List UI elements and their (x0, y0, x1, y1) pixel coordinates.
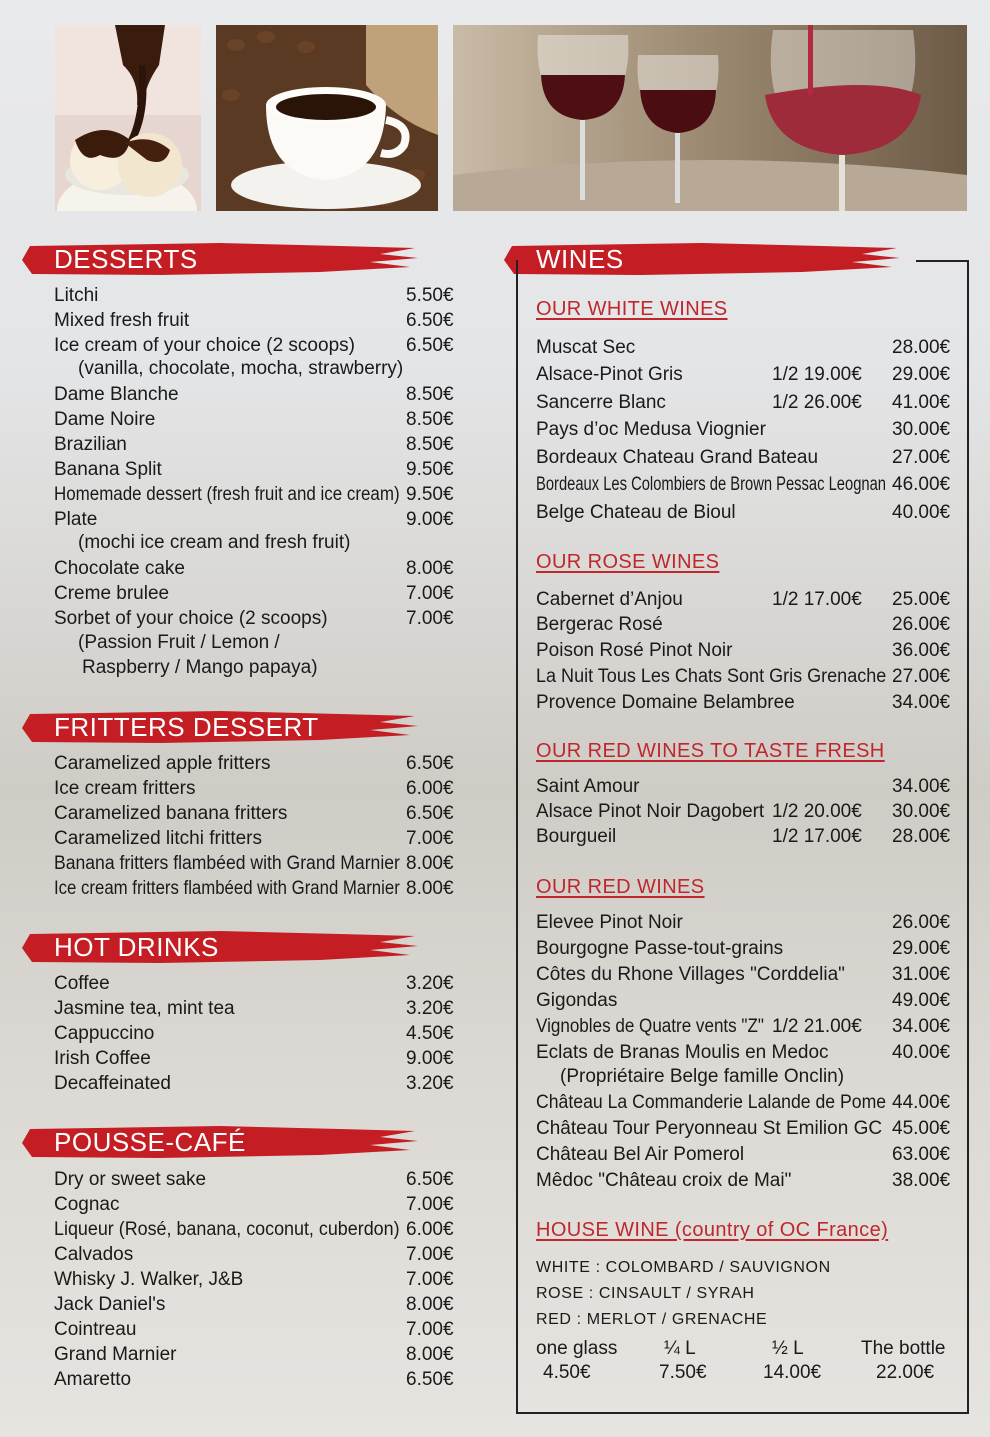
wine-red-name: Bourgogne Passe-tout-grains (536, 938, 784, 959)
pousse-cafe-item-name: Calvados (54, 1244, 134, 1265)
wine-red-name: Château La Commanderie Lalande de Pome (536, 1092, 887, 1113)
fritters-item-price: 6.50€ (406, 753, 454, 774)
wine-white-price: 40.00€ (892, 502, 951, 523)
wine-red-price: 40.00€ (892, 1042, 951, 1063)
house-wine-heading: HOUSE WINE (country of OC France) (536, 1219, 889, 1241)
wine-red-price: 38.00€ (892, 1170, 951, 1191)
wine-red-name: Côtes du Rhone Villages "Corddelia" (536, 964, 845, 985)
wine-rose-price: 34.00€ (892, 692, 951, 713)
wine-red-name: Eclats de Branas Moulis en Medoc (536, 1042, 829, 1063)
desserts-item-price: 6.50€ (406, 310, 454, 331)
wine-red-price: 49.00€ (892, 990, 951, 1011)
desserts-banner (20, 240, 420, 278)
wine-white-price: 27.00€ (892, 447, 951, 468)
wine-red-fresh-half: 1/2 17.00€ (772, 826, 862, 847)
wine-rose-name: La Nuit Tous Les Chats Sont Gris Grenache (536, 666, 887, 687)
bottle-label: The bottle (861, 1338, 946, 1359)
quarter-liter-price: 7.50€ (659, 1362, 707, 1383)
wine-red-name: Mêdoc "Château croix de Mai" (536, 1170, 792, 1191)
hot-drinks-item-price: 3.20€ (406, 973, 454, 994)
desserts-item-name: Dame Noire (54, 409, 156, 430)
wine-white-name: Sancerre Blanc (536, 392, 666, 413)
quarter-liter-label: ¼ L (664, 1338, 696, 1359)
sorbet-flavors-note-1: (Passion Fruit / Lemon / (78, 632, 280, 653)
wine-red-name: Château Tour Peryonneau St Emilion GC (536, 1118, 883, 1139)
hot-drinks-item-name: Jasmine tea, mint tea (54, 998, 235, 1019)
fritters-item-price: 7.00€ (406, 828, 454, 849)
pousse-cafe-banner (20, 1123, 420, 1161)
wine-red-fresh-half: 1/2 20.00€ (772, 801, 862, 822)
fritters-item-name: Ice cream fritters flambéed with Grand Marnier (54, 878, 400, 899)
desserts-item-price: 5.50€ (406, 285, 454, 306)
wine-red-half: 1/2 21.00€ (772, 1016, 862, 1037)
branas-owner-note: (Propriétaire Belge famille Onclin) (560, 1066, 845, 1087)
pousse-cafe-item-price: 7.00€ (406, 1244, 454, 1265)
fritters-title: FRITTERS DESSERT (54, 712, 319, 742)
wine-rose-price: 25.00€ (892, 589, 951, 610)
plate-note: (mochi ice cream and fresh fruit) (78, 532, 351, 553)
wine-red-price: 31.00€ (892, 964, 951, 985)
half-liter-price: 14.00€ (763, 1362, 822, 1383)
wine-white-name: Bordeaux Chateau Grand Bateau (536, 447, 819, 468)
fritters-item-price: 6.50€ (406, 803, 454, 824)
pousse-cafe-item-name: Cointreau (54, 1319, 137, 1340)
desserts-item-name: Sorbet of your choice (2 scoops) (54, 608, 328, 629)
wine-red-name: Vignobles de Quatre vents "Z" (536, 1016, 764, 1037)
hot-drinks-item-name: Decaffeinated (54, 1073, 171, 1094)
wine-rose-name: Provence Domaine Belambree (536, 692, 795, 713)
wine-rose-name: Bergerac Rosé (536, 614, 663, 635)
wine-rose-name: Cabernet d’Anjou (536, 589, 683, 610)
wine-red-name: Elevee Pinot Noir (536, 912, 683, 933)
pousse-cafe-item-name: Cognac (54, 1194, 120, 1215)
wine-red-price: 63.00€ (892, 1144, 951, 1165)
fritters-item-name: Caramelized apple fritters (54, 753, 271, 774)
desserts-item-price: 7.00€ (406, 583, 454, 604)
dessert-photo (55, 25, 201, 211)
glass-price: 4.50€ (543, 1362, 591, 1383)
wine-white-half: 1/2 26.00€ (772, 392, 862, 413)
desserts-item-name: Creme brulee (54, 583, 170, 604)
desserts-item-name: Homemade dessert (fresh fruit and ice cream) (54, 484, 400, 505)
wine-rose-price: 36.00€ (892, 640, 951, 661)
pousse-cafe-item-price: 6.50€ (406, 1369, 454, 1390)
pousse-cafe-item-name: Liqueur (Rosé, banana, coconut, cuberdon) (54, 1219, 400, 1240)
wine-red-name: Château Bel Air Pomerol (536, 1144, 745, 1165)
wine-red-price: 44.00€ (892, 1092, 951, 1113)
wine-white-name: Belge Chateau de Bioul (536, 502, 736, 523)
wine-red-fresh-name: Alsace Pinot Noir Dagobert (536, 801, 765, 822)
wine-rose-price: 27.00€ (892, 666, 951, 687)
wine-white-price: 41.00€ (892, 392, 951, 413)
pousse-cafe-item-name: Grand Marnier (54, 1344, 177, 1365)
house-rose-grapes: ROSE : CINSAULT / SYRAH (536, 1285, 755, 1302)
wine-red-name: Gigondas (536, 990, 618, 1011)
desserts-item-price: 9.50€ (406, 484, 454, 505)
wine-white-name: Muscat Sec (536, 337, 636, 358)
wine-white-price: 30.00€ (892, 419, 951, 440)
wine-red-fresh-name: Bourgueil (536, 826, 617, 847)
desserts-item-name: Chocolate cake (54, 558, 185, 579)
desserts-item-name: Plate (54, 509, 98, 530)
desserts-item-name: Ice cream of your choice (2 scoops) (54, 335, 355, 356)
desserts-item-name: Banana Split (54, 459, 162, 480)
coffee-photo (216, 25, 438, 211)
wine-red-price: 29.00€ (892, 938, 951, 959)
hot-drinks-item-name: Coffee (54, 973, 110, 994)
fritters-banner (20, 708, 420, 746)
desserts-item-price: 6.50€ (406, 335, 454, 356)
pousse-cafe-item-name: Amaretto (54, 1369, 132, 1390)
hot-drinks-item-name: Cappuccino (54, 1023, 155, 1044)
hot-drinks-title: HOT DRINKS (54, 932, 219, 962)
desserts-item-name: Dame Blanche (54, 384, 179, 405)
pousse-cafe-title: POUSSE-CAFÉ (54, 1127, 246, 1157)
wine-red-price: 34.00€ (892, 1016, 951, 1037)
hot-drinks-item-price: 3.20€ (406, 1073, 454, 1094)
pousse-cafe-item-name: Jack Daniel's (54, 1294, 166, 1315)
pousse-cafe-item-price: 7.00€ (406, 1269, 454, 1290)
fritters-item-name: Caramelized banana fritters (54, 803, 288, 824)
wine-red-fresh-price: 30.00€ (892, 801, 951, 822)
hot-drinks-banner (20, 928, 420, 966)
wine-white-name: Alsace-Pinot Gris (536, 364, 683, 385)
pousse-cafe-item-name: Dry or sweet sake (54, 1169, 207, 1190)
house-red-grapes: RED : MERLOT / GRENACHE (536, 1311, 768, 1328)
fritters-item-name: Ice cream fritters (54, 778, 196, 799)
wine-white-price: 46.00€ (892, 474, 951, 495)
sorbet-flavors-note-2: Raspberry / Mango papaya) (82, 657, 318, 678)
glass-label: one glass (536, 1338, 618, 1359)
pousse-cafe-item-price: 8.00€ (406, 1294, 454, 1315)
pousse-cafe-item-price: 7.00€ (406, 1319, 454, 1340)
fritters-item-name: Caramelized litchi fritters (54, 828, 262, 849)
ice-cream-flavors-note: (vanilla, chocolate, mocha, strawberry) (78, 358, 404, 379)
wine-red-price: 45.00€ (892, 1118, 951, 1139)
desserts-item-name: Litchi (54, 285, 99, 306)
desserts-item-price: 7.00€ (406, 608, 454, 629)
red-wines-heading: OUR RED WINES (536, 876, 705, 898)
hot-drinks-item-price: 9.00€ (406, 1048, 454, 1069)
hot-drinks-item-price: 4.50€ (406, 1023, 454, 1044)
wine-white-price: 28.00€ (892, 337, 951, 358)
pousse-cafe-item-price: 7.00€ (406, 1194, 454, 1215)
desserts-item-name: Brazilian (54, 434, 127, 455)
desserts-item-price: 8.50€ (406, 409, 454, 430)
wine-white-name: Bordeaux Les Colombiers de Brown Pessac Leognan (536, 474, 886, 495)
desserts-item-name: Mixed fresh fruit (54, 310, 190, 331)
wine-frame-corner (916, 260, 967, 262)
desserts-item-price: 8.50€ (406, 384, 454, 405)
desserts-item-price: 9.00€ (406, 509, 454, 530)
pousse-cafe-item-price: 8.00€ (406, 1344, 454, 1365)
wines-title: WINES (536, 244, 624, 274)
wine-rose-name: Poison Rosé Pinot Noir (536, 640, 733, 661)
hot-drinks-item-price: 3.20€ (406, 998, 454, 1019)
wine-red-fresh-name: Saint Amour (536, 776, 640, 797)
house-white-grapes: WHITE : COLOMBARD / SAUVIGNON (536, 1259, 831, 1276)
fritters-item-price: 6.00€ (406, 778, 454, 799)
wine-red-fresh-price: 34.00€ (892, 776, 951, 797)
pousse-cafe-item-price: 6.00€ (406, 1219, 454, 1240)
desserts-item-price: 8.00€ (406, 558, 454, 579)
wine-red-price: 26.00€ (892, 912, 951, 933)
bottle-price: 22.00€ (876, 1362, 935, 1383)
red-fresh-wines-heading: OUR RED WINES TO TASTE FRESH (536, 740, 885, 762)
white-wines-heading: OUR WHITE WINES (536, 298, 728, 320)
pousse-cafe-item-name: Whisky J. Walker, J&B (54, 1269, 244, 1290)
wine-white-half: 1/2 19.00€ (772, 364, 862, 385)
wine-white-name: Pays d’oc Medusa Viognier (536, 419, 766, 440)
wine-white-price: 29.00€ (892, 364, 951, 385)
pousse-cafe-item-price: 6.50€ (406, 1169, 454, 1190)
hot-drinks-item-name: Irish Coffee (54, 1048, 151, 1069)
fritters-item-price: 8.00€ (406, 878, 454, 899)
rose-wines-heading: OUR ROSE WINES (536, 551, 720, 573)
half-liter-label: ½ L (772, 1338, 804, 1359)
fritters-item-name: Banana fritters flambéed with Grand Marnier (54, 853, 400, 874)
fritters-item-price: 8.00€ (406, 853, 454, 874)
wine-rose-half: 1/2 17.00€ (772, 589, 862, 610)
desserts-item-price: 8.50€ (406, 434, 454, 455)
wine-rose-price: 26.00€ (892, 614, 951, 635)
wine-red-fresh-price: 28.00€ (892, 826, 951, 847)
desserts-title: DESSERTS (54, 244, 198, 274)
desserts-item-price: 9.50€ (406, 459, 454, 480)
wine-photo (453, 25, 967, 211)
